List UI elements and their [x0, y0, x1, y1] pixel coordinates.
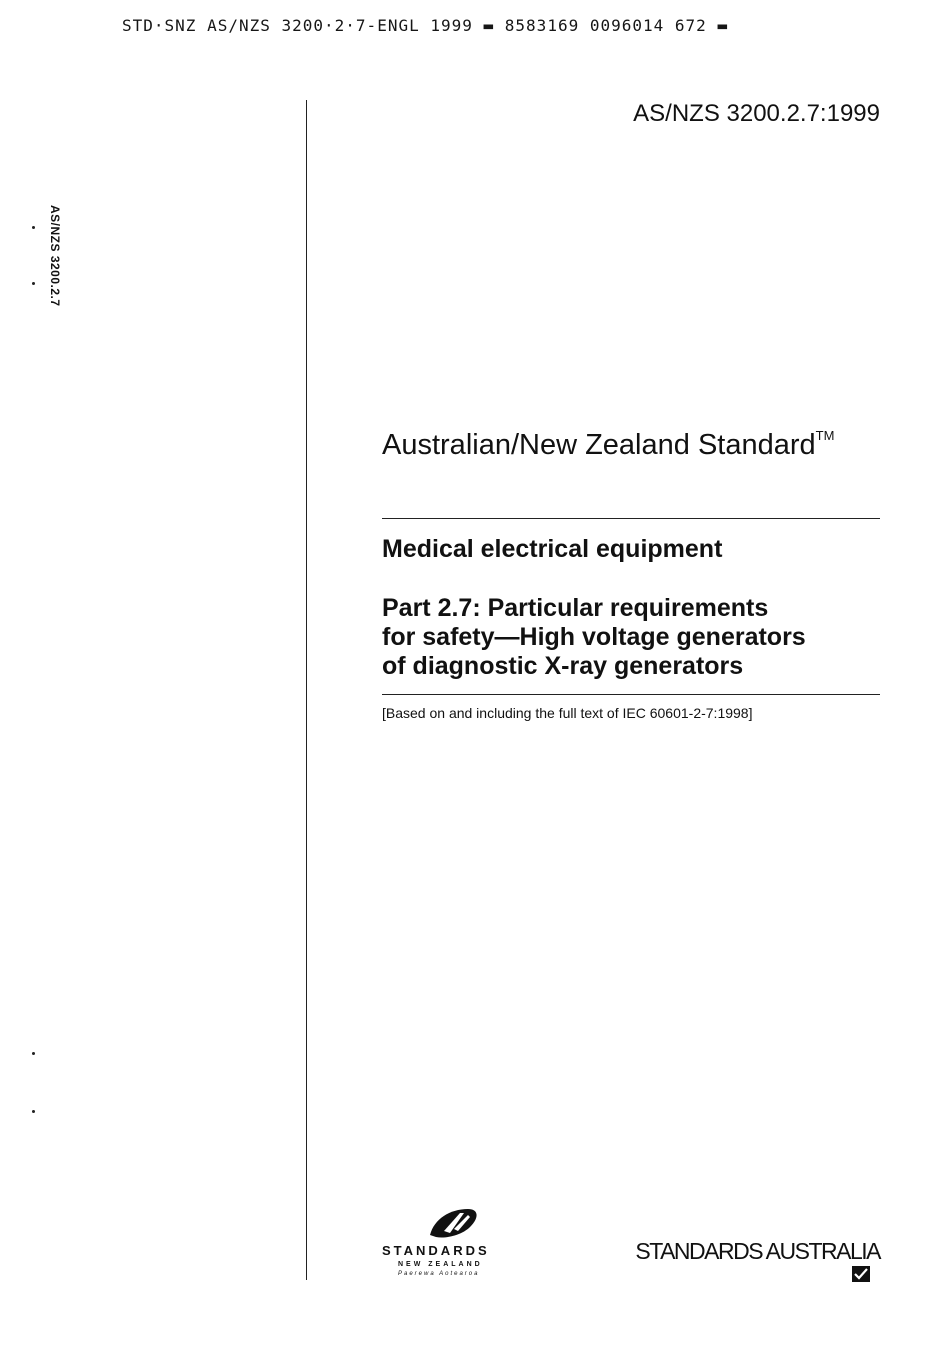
standards-australia-logo [635, 1238, 880, 1265]
margin-dot [32, 1052, 35, 1055]
title-rule-bottom [382, 694, 880, 695]
margin-dot [32, 226, 35, 229]
snz-subtitle-maori: Paerewa Aotearoa [398, 1271, 480, 1277]
standards-nz-logo-icon [424, 1205, 484, 1241]
margin-dot [32, 282, 35, 285]
series-title [382, 428, 834, 462]
part-title-line: for safety—High voltage generators [382, 623, 806, 651]
part-title-line: of diagnostic X-ray generators [382, 652, 744, 680]
side-label-text: AS/NZS 3200.2.7 [48, 205, 62, 307]
title-rule-top [382, 518, 880, 519]
series-title-text: Australian/New Zealand Standard [382, 429, 816, 461]
sa-wordmark: STANDARDS AUSTRALIA [635, 1238, 880, 1264]
standard-number: AS/NZS 3200.2.7:1999 [633, 100, 880, 127]
standards-australia-tick-icon [852, 1266, 870, 1282]
side-label [18, 205, 88, 335]
snz-wordmark: STANDARDS [382, 1243, 490, 1258]
part-title-line: Part 2.7: Particular requirements [382, 594, 769, 622]
part-title [382, 594, 882, 681]
standards-nz-logo [382, 1205, 522, 1285]
snz-subtitle: NEW ZEALAND [398, 1261, 483, 1268]
trademark-mark: TM [815, 428, 835, 443]
margin-dot [32, 1110, 35, 1113]
document-title: Medical electrical equipment [382, 535, 723, 563]
based-on-note: [Based on and including the full text of IEC 60601-2-7:1998] [382, 705, 753, 721]
margin-rule [306, 100, 307, 1280]
header-stamp: STD·SNZ AS/NZS 3200·2·7-ENGL 1999 ▬ 8583169 0096014 672 ▬ [122, 16, 729, 35]
